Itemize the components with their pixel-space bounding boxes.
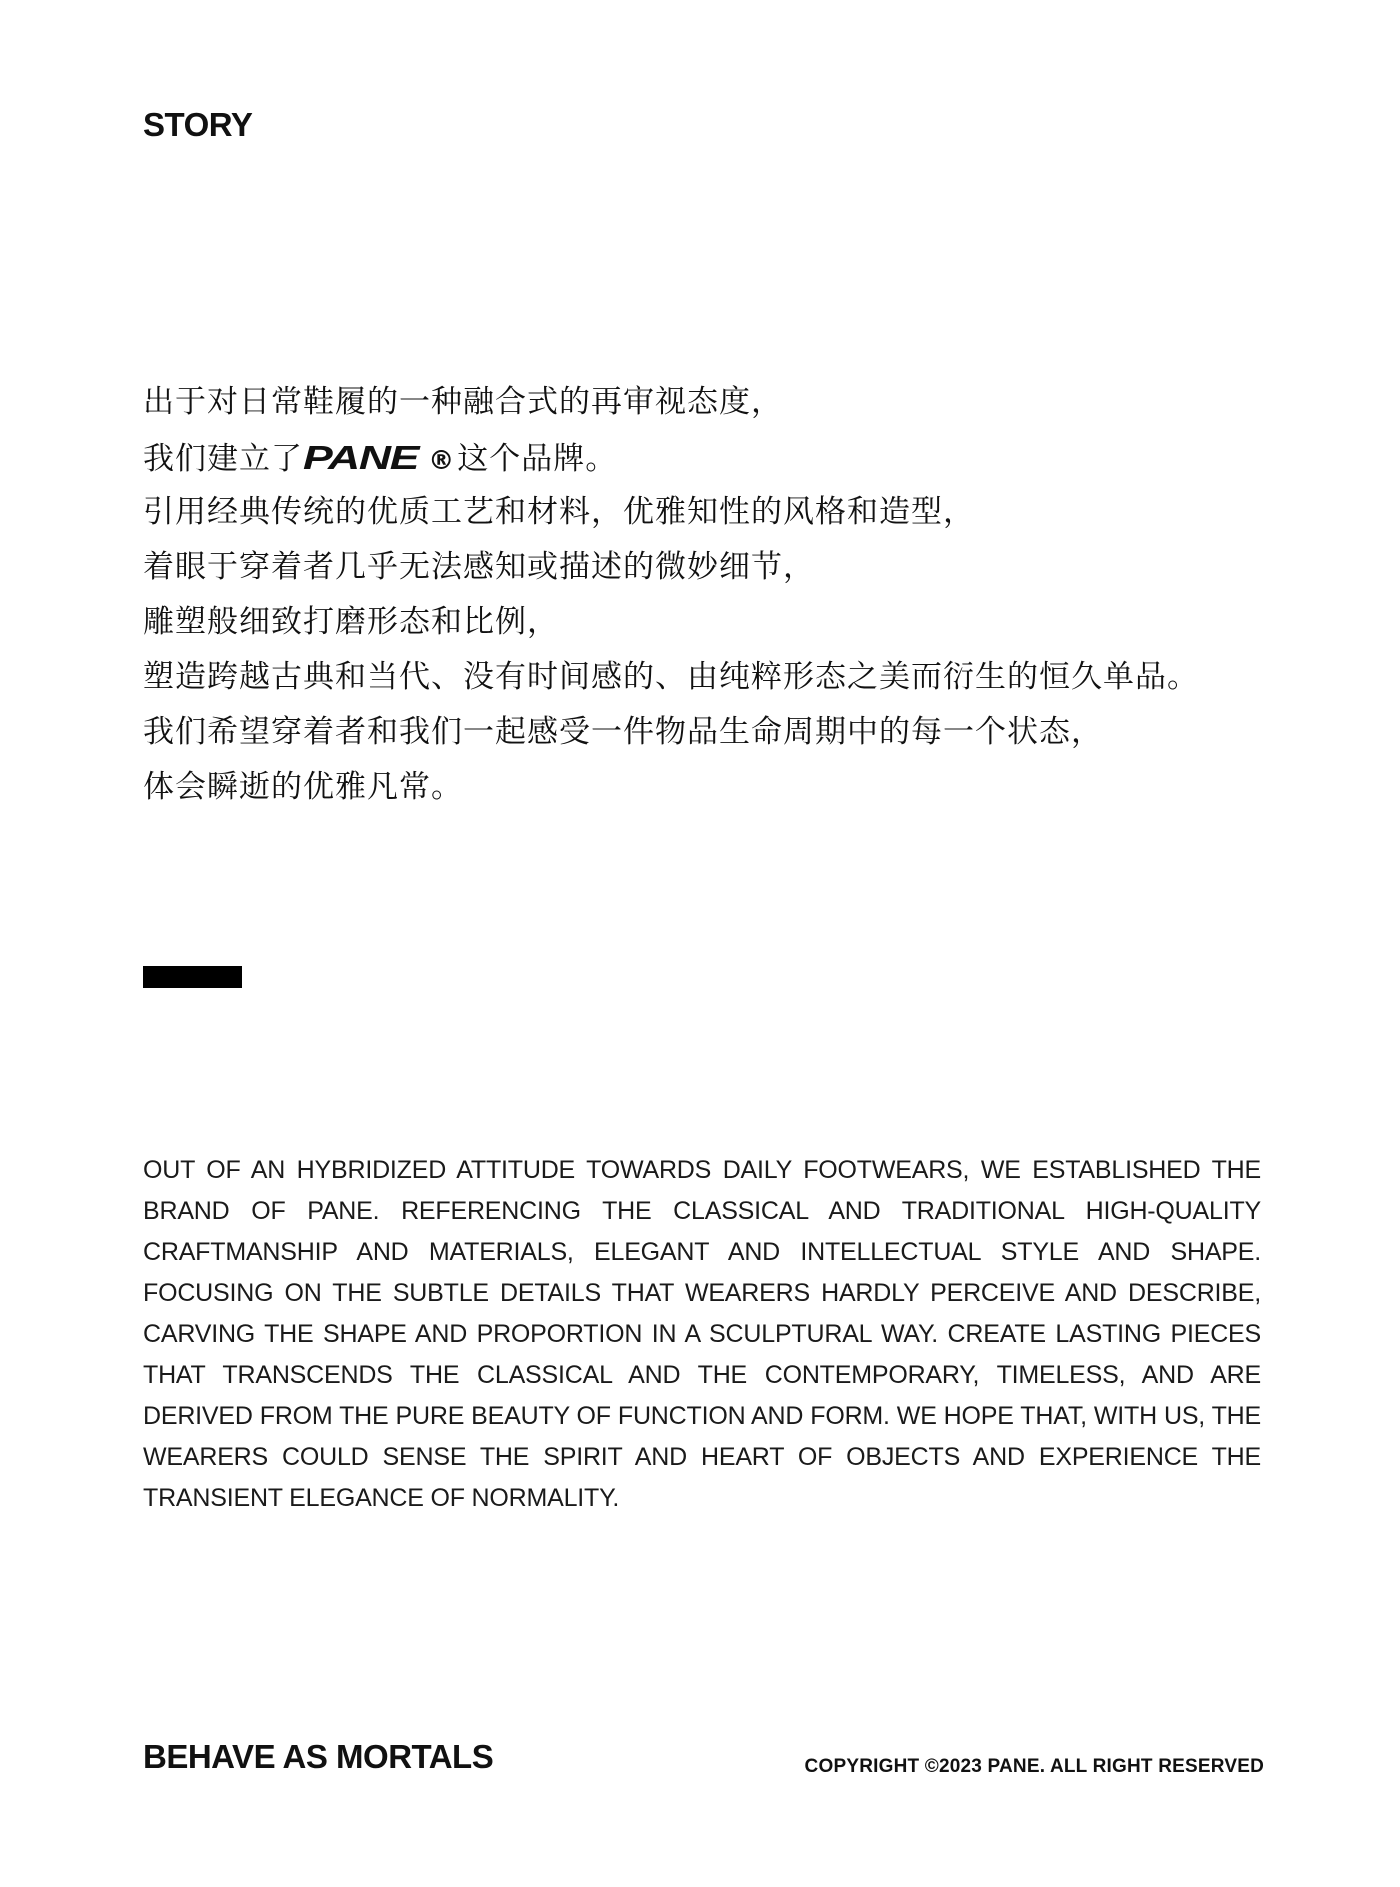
chinese-line-8: 体会瞬逝的优雅凡常。 [143, 769, 463, 805]
footer-tagline: BEHAVE AS MORTALS [143, 1738, 494, 1775]
registered-mark: ® [428, 446, 456, 476]
chinese-line-6: 塑造跨越古典和当代、没有时间感的、由纯粹形态之美而衍生的恒久单品。 [143, 659, 1199, 695]
english-story-paragraph: OUT OF AN HYBRIDIZED ATTITUDE TOWARDS DAILY FOOTWEARS, WE ESTABLISHED THE BRAND OF PANE. REFERENCING THE CLASSICAL AND TRADITIONAL HIGH-QUALITY CRAFTMANSHIP AND MATERIALS, ELEGANT AND INTELLECTUAL STYLE AND SHAPE. FOCUSING ON THE SUBTLE DETAILS THAT WEARERS HARDLY PERCEIVE AND DESCRIBE, CARVING THE SHAPE AND PROPORTION IN A SCULPTURAL WAY. CREATE LASTING PIECES THAT TRANSCENDS THE CLASSICAL AND THE CONTEMPORARY, TIMELESS, AND ARE DERIVED FROM THE PURE BEAUTY OF FUNCTION AND FORM. WE HOPE THAT, WITH US, THE WEARERS COULD SENSE THE SPIRIT AND HEART OF OBJECTS AND EXPERIENCE THE TRANSIENT ELEGANCE OF NORMALITY. [143, 1156, 1261, 1512]
chinese-line-3: 引用经典传统的优质工艺和材料，优雅知性的风格和造型， [143, 494, 975, 530]
chinese-line-2-suffix: 这个品牌。 [457, 441, 618, 477]
chinese-line-2 [143, 430, 1343, 485]
chinese-line-1: 出于对日常鞋履的一种融合式的再审视态度， [143, 384, 783, 420]
section-title: STORY [143, 106, 253, 143]
chinese-line-7: 我们希望穿着者和我们一起感受一件物品生命周期中的每一个状态， [143, 714, 1103, 750]
chinese-line-2-prefix: 我们建立了 [143, 441, 303, 477]
copyright-notice: COPYRIGHT ©2023 PANE. ALL RIGHT RESERVED [804, 1756, 1264, 1777]
chinese-story-text [143, 375, 1343, 815]
pane-logo: PANE [303, 439, 419, 476]
chinese-line-4: 着眼于穿着者几乎无法感知或描述的微妙细节， [143, 549, 815, 585]
chinese-line-5: 雕塑般细致打磨形态和比例， [143, 604, 559, 640]
divider-bar [143, 966, 242, 988]
